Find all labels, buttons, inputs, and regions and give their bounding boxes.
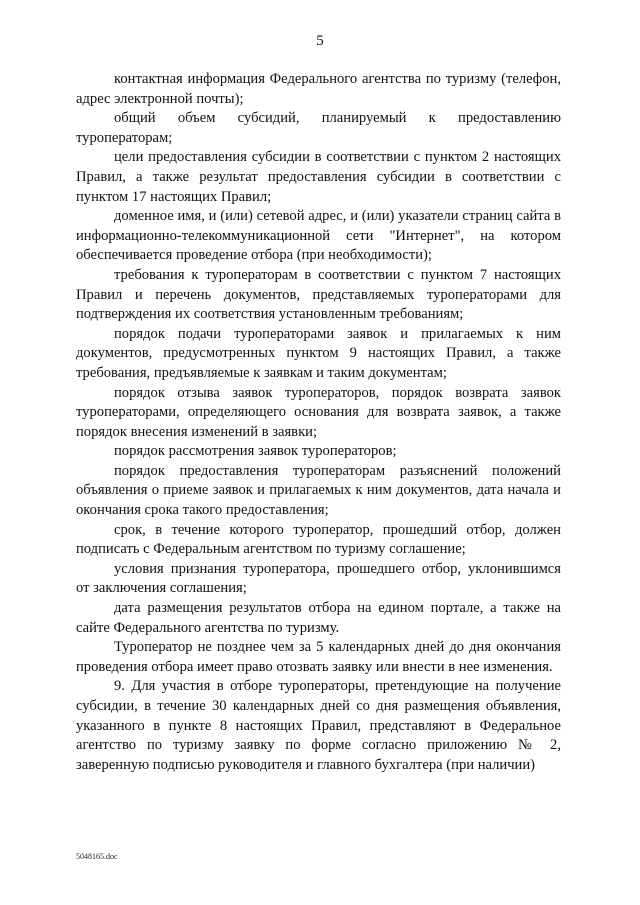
paragraph-contact-info: контактная информация Федерального агентства по туризму (телефон, адрес электронной почты);	[76, 71, 561, 107]
paragraph-evasion-conditions: условия признания туроператора, прошедшего отбор, уклонившимся от заключения соглашения;	[76, 560, 561, 597]
paragraph-subsidy-volume: общий объем субсидий, планируемый к предоставлению туроператорам;	[76, 110, 561, 146]
document-body	[76, 70, 561, 775]
paragraph-clarifications: порядок предоставления туроператорам разъяснений положений объявления о приеме заявок и прилагаемых к ним документов, дата начала и окончания срока такого предоставления;	[76, 462, 561, 519]
paragraph-requirements: требования к туроператорам в соответствии с пунктом 7 настоящих Правил и перечень документов, представляемых туроператорами для подтверждения их соответствия установленным требованиям;	[76, 266, 561, 323]
paragraph-review-order: порядок рассмотрения заявок туроператоров;	[114, 443, 397, 460]
paragraph-withdraw-right: Туроператор не позднее чем за 5 календарных дней до дня окончания проведения отбора имеет право отозвать заявку или внести в нее изменения.	[76, 639, 561, 675]
paragraph-domain-name: доменное имя, и (или) сетевой адрес, и (или) указатели страниц сайта в информационно-телекоммуникационной сети "Интернет", на котором обеспечивается проведение отбора (при необходимости);	[76, 208, 561, 264]
paragraph-item-9: 9. Для участия в отборе туроператоры, претендующие на получение субсидии, в течение 30 календарных дней со дня размещения объявления, указанного в пункте 8 настоящих Правил, представляют в Федеральное агентство по туризму заявку по форме согласно приложению № 2, заверенную подписью руководителя и главного бухгалтера (при наличии)	[76, 678, 561, 773]
paragraph-signing-deadline: срок, в течение которого туроператор, прошедший отбор, должен подписать с Федеральным агентством по туризму соглашение;	[76, 521, 561, 558]
paragraph-withdrawal-order: порядок отзыва заявок туроператоров, порядок возврата заявок туроператорами, определяющего основания для возврата заявок, а также порядок внесения изменений в заявки;	[76, 384, 561, 440]
paragraph-subsidy-goals: цели предоставления субсидии в соответствии с пунктом 2 настоящих Правил, а также результат предоставления субсидии в соответствии с пунктом 17 настоящих Правил;	[76, 149, 561, 205]
footer-file-code: 5048165.doc	[76, 852, 118, 861]
paragraph-results-date: дата размещения результатов отбора на едином портале, а также на сайте Федерального агентства по туризму.	[76, 600, 561, 636]
page-number: 5	[316, 33, 324, 49]
paragraph-submission-order: порядок подачи туроператорами заявок и прилагаемых к ним документов, предусмотренных пунктом 9 настоящих Правил, а также требования, предъявляемые к заявкам и таким документам;	[76, 325, 561, 381]
